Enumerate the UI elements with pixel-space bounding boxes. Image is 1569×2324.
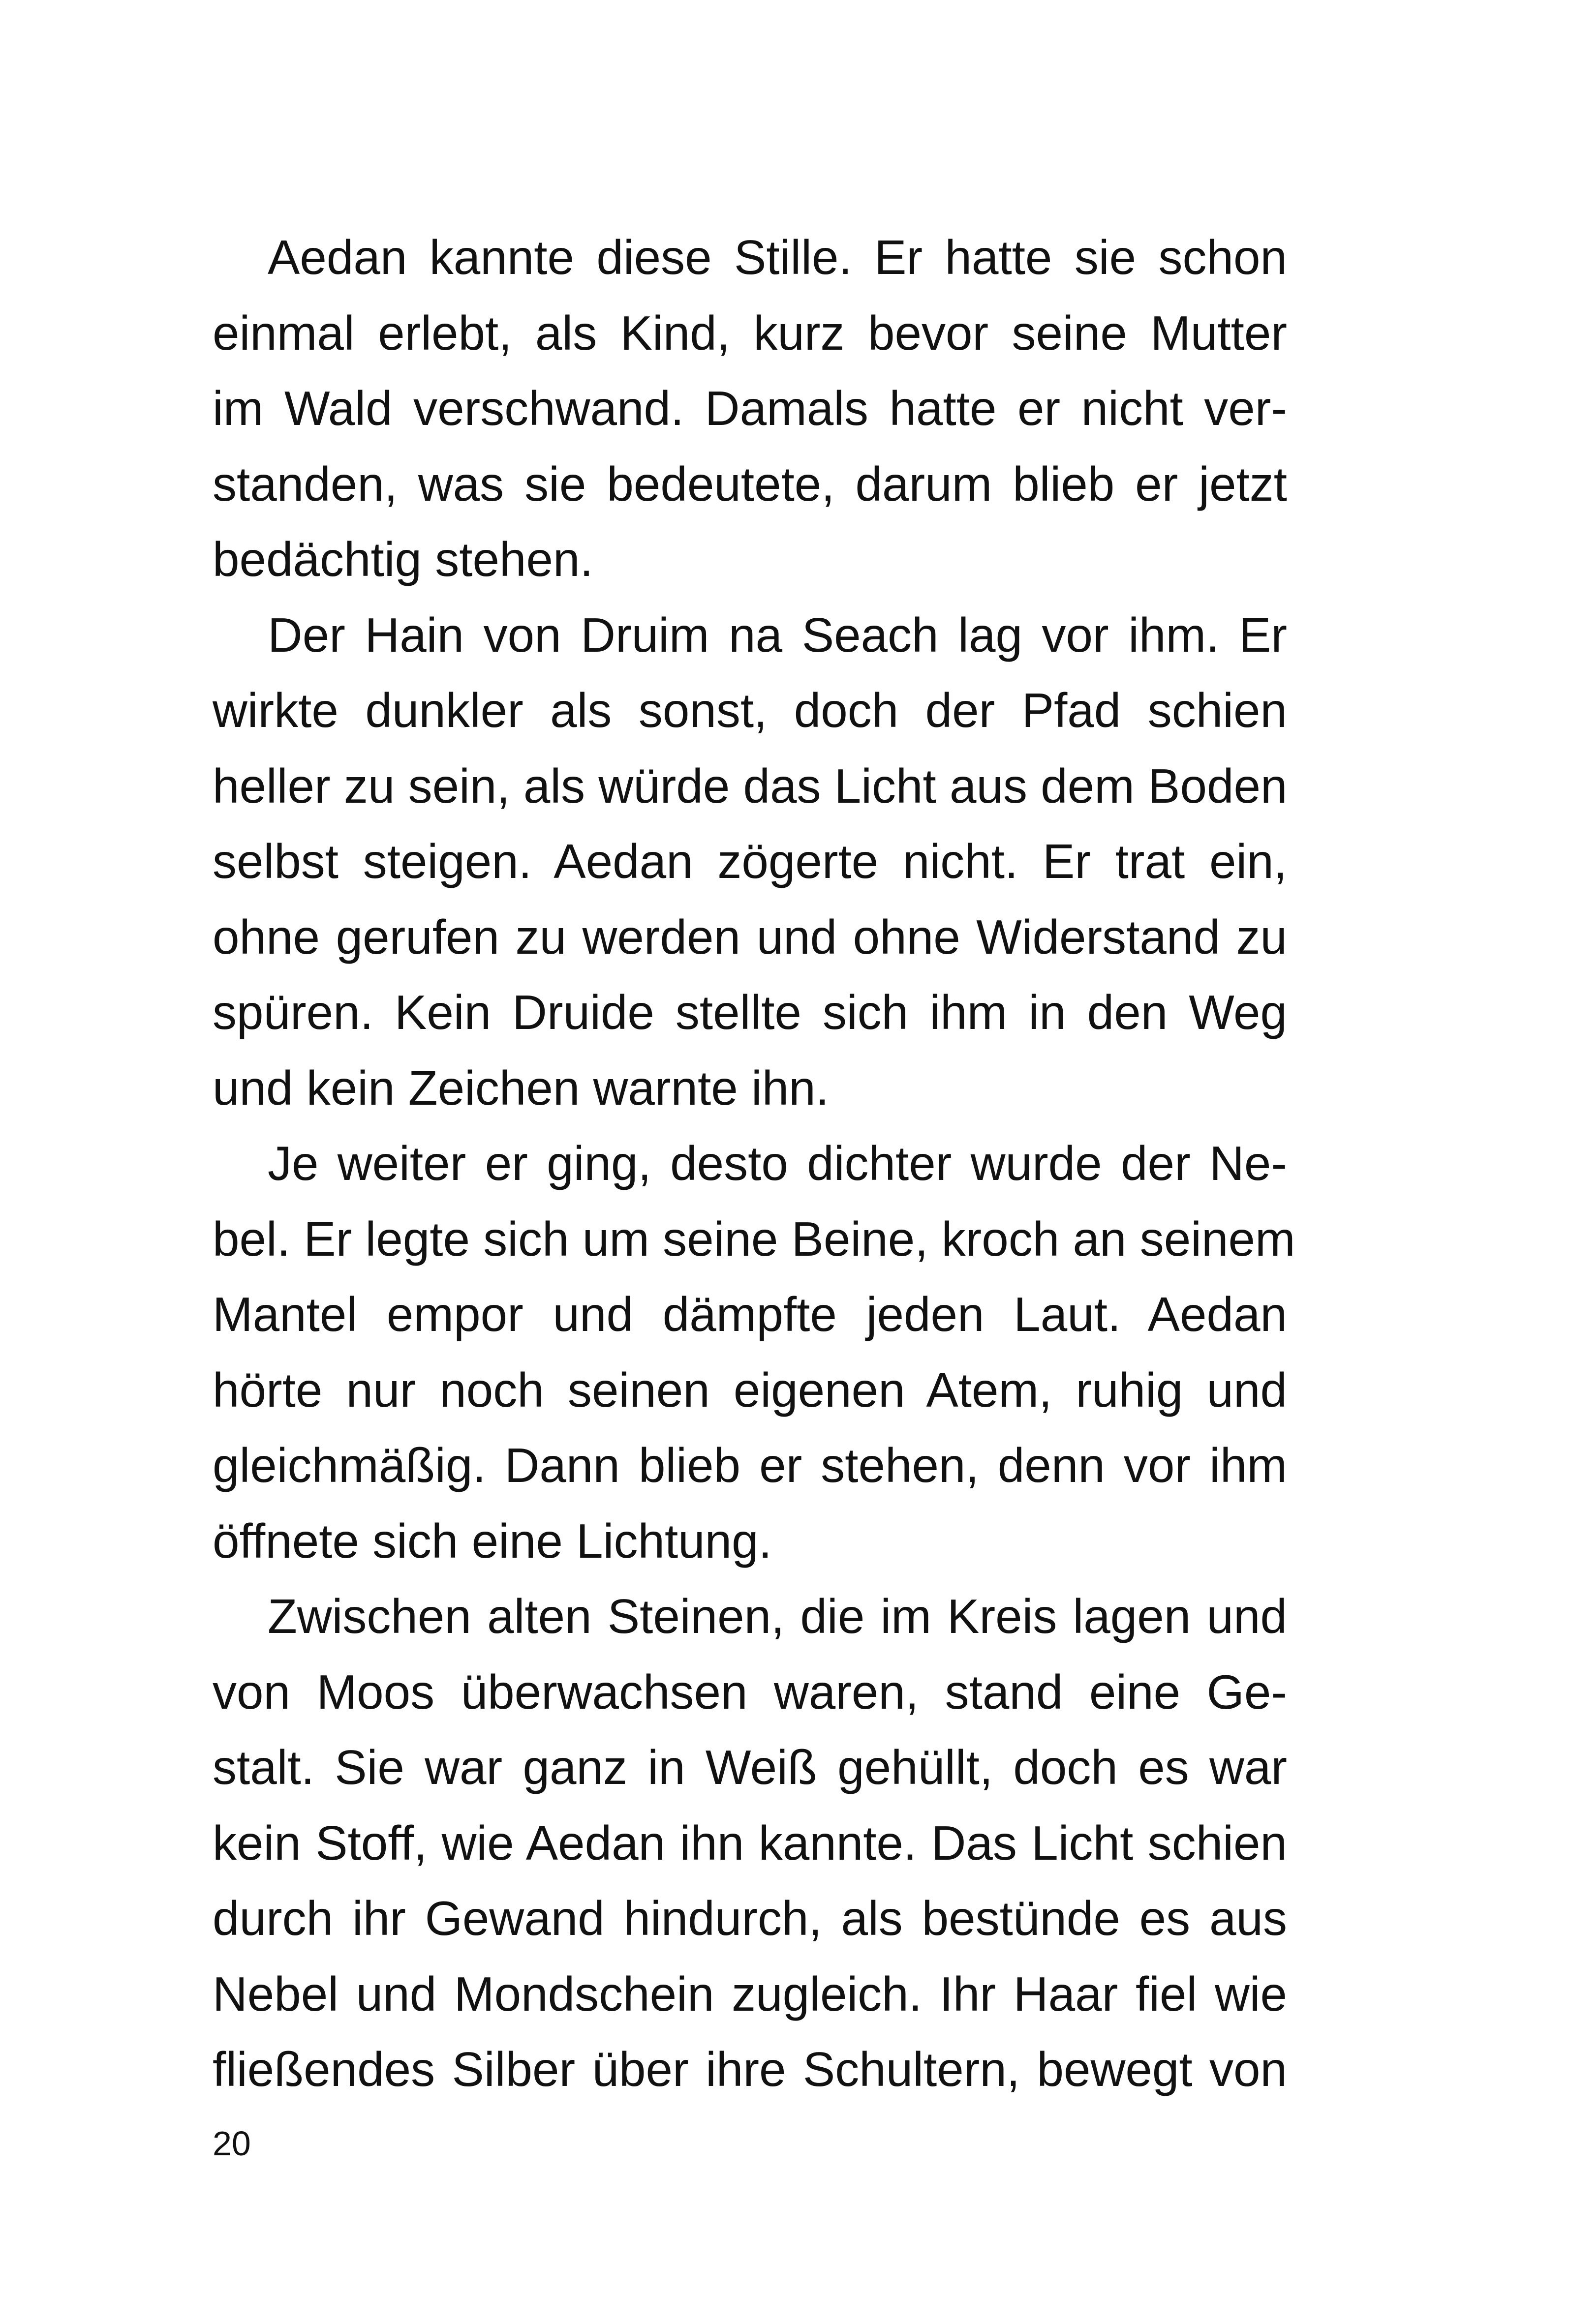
text-line: bel. Er legte sich um seine Beine, kroch an seinem bbox=[213, 1211, 1295, 1266]
text-line: kein Stoff, wie Aedan ihn kannte. Das Licht schien bbox=[213, 1815, 1287, 1870]
text-line: standen, was sie bedeutete, darum blieb er jetzt bbox=[213, 456, 1287, 511]
text-line: ohne gerufen zu werden und ohne Widerstand zu bbox=[213, 909, 1287, 964]
text-line: öffnete sich eine Lichtung. bbox=[213, 1513, 772, 1568]
text-line: spüren. Kein Druide stellte sich ihm in den Weg bbox=[213, 985, 1287, 1039]
text-line: einmal erlebt, als Kind, kurz bevor seine Mutter bbox=[213, 305, 1287, 360]
text-line: Mantel empor und dämpfte jeden Laut. Aedan bbox=[213, 1287, 1287, 1341]
text-line: selbst steigen. Aedan zögerte nicht. Er trat ein, bbox=[213, 834, 1287, 888]
text-line: hörte nur noch seinen eigenen Atem, ruhig und bbox=[213, 1362, 1287, 1417]
page-number: 20 bbox=[213, 2124, 251, 2163]
text-line: bedächtig stehen. bbox=[213, 532, 593, 586]
text-line: von Moos überwachsen waren, stand eine Ge- bbox=[213, 1664, 1287, 1719]
body-text bbox=[213, 220, 1295, 2108]
text-line: im Wald verschwand. Damals hatte er nicht ver- bbox=[213, 381, 1287, 435]
text-line: Nebel und Mondschein zugleich. Ihr Haar fiel wie bbox=[213, 1966, 1287, 2021]
text-line: Aedan kannte diese Stille. Er hatte sie schon bbox=[268, 230, 1287, 284]
text-line: und kein Zeichen warnte ihn. bbox=[213, 1060, 829, 1115]
text-line: durch ihr Gewand hindurch, als bestünde es aus bbox=[213, 1891, 1287, 1945]
text-line: gleichmäßig. Dann blieb er stehen, denn vor ihm bbox=[213, 1438, 1287, 1492]
text-line: Zwischen alten Steinen, die im Kreis lagen und bbox=[268, 1589, 1287, 1643]
text-line: Der Hain von Druim na Seach lag vor ihm. Er bbox=[268, 607, 1287, 662]
text-line: wirkte dunkler als sonst, doch der Pfad schien bbox=[213, 683, 1287, 737]
text-line: heller zu sein, als würde das Licht aus dem Boden bbox=[213, 758, 1288, 813]
text-line: stalt. Sie war ganz in Weiß gehüllt, doch es war bbox=[213, 1740, 1287, 1794]
text-line: Je weiter er ging, desto dichter wurde der Ne- bbox=[268, 1136, 1287, 1190]
text-line: fließendes Silber über ihre Schultern, bewegt von bbox=[213, 2042, 1287, 2096]
